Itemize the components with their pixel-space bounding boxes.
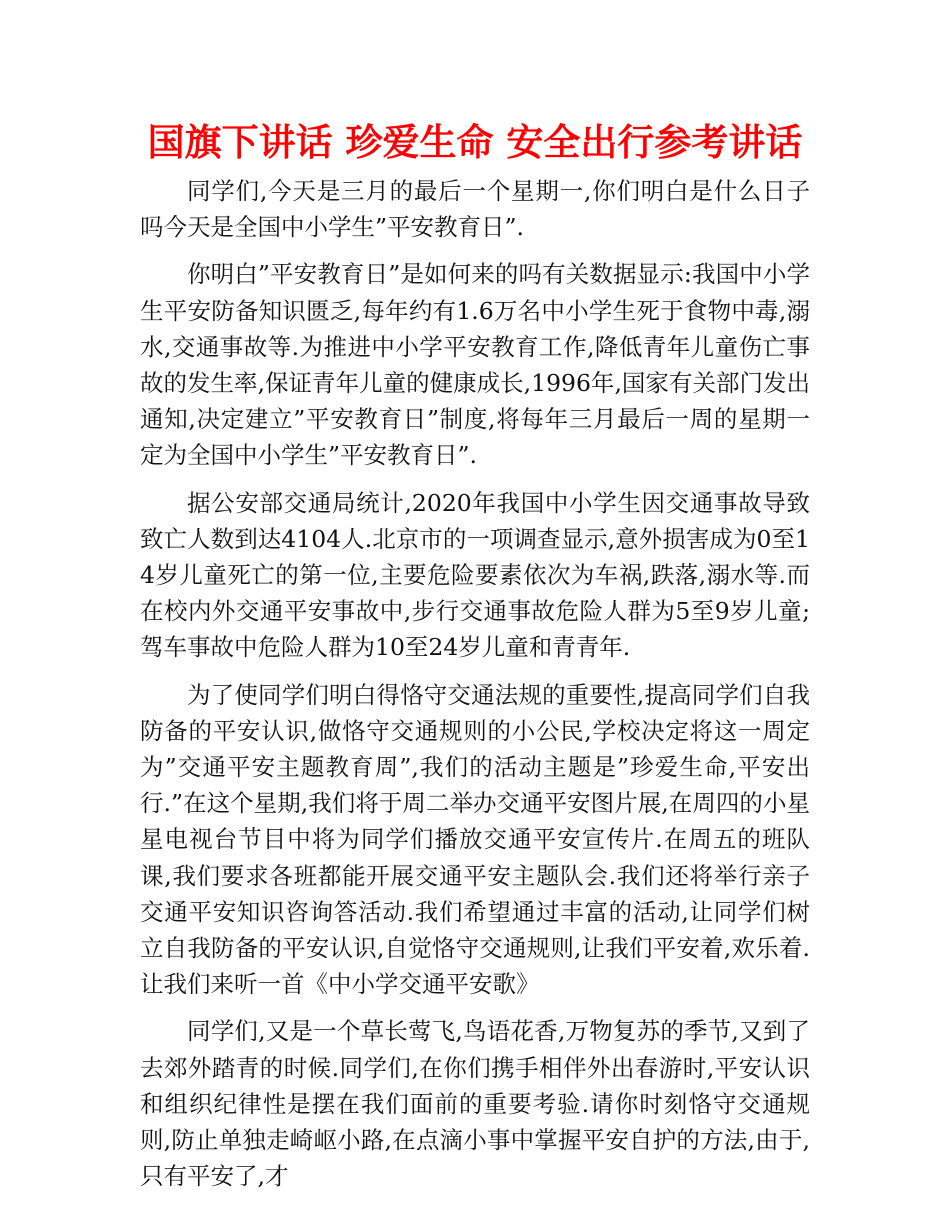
paragraph: 你明白”平安教育日”是如何来的吗有关数据显示:我国中小学生平安防备知识匮乏,每年约有1.6万名中小学生死于食物中毒,溺水,交通事故等.为推进中小学平安教育工作,降低青年儿童伤亡事故的发生率,保证青年儿童的健康成长,1996年,国家有关部门发出通知,决定建立”平安教育日”制度,将每年三月最后一周的星期一定为全国中小学生”平安教育日”. <box>140 260 810 470</box>
document-body <box>140 173 810 1205</box>
paragraph: 同学们,又是一个草长莺飞,鸟语花香,万物复苏的季节,又到了去郊外踏青的时候.同学们,在你们携手相伴外出春游时,平安认识和组织纪律性是摆在我们面前的重要考验.请你时刻恪守交通规则,防止单独走崎岖小路,在点滴小事中掌握平安自护的方法,由于,只有平安了,才 <box>140 1017 810 1191</box>
paragraph: 据公安部交通局统计,2020年我国中小学生因交通事故导致致亡人数到达4104人.北京市的一项调查显示,意外损害成为0至14岁儿童死亡的第一位,主要危险要素依次为车祸,跌落,溺水等.而在校内外交通平安事故中,步行交通事故危险人群为5至9岁儿童;驾车事故中危险人群为10至24岁儿童和青青年. <box>140 488 810 662</box>
document-title: 国旗下讲话 珍爱生命 安全出行参考讲话 <box>147 121 803 164</box>
paragraph: 为了使同学们明白得恪守交通法规的重要性,提高同学们自我防备的平安认识,做恪守交通规则的小公民,学校决定将这一周定为”交通平安主题教育周”,我们的活动主题是”珍爱生命,平安出行.”在这个星期,我们将于周二举办交通平安图片展,在周四的小星星电视台节目中将为同学们播放交通平安宣传片.在周五的班队课,我们要求各班都能开展交通平安主题队会.我们还将举行亲子交通平安知识咨询答活动.我们希望通过丰富的活动,让同学们树立自我防备的平安认识,自觉恪守交通规则,让我们平安着,欢乐着.让我们来听一首《中小学交通平安歌》 <box>140 680 810 999</box>
paragraph: 同学们,今天是三月的最后一个星期一,你们明白是什么日子吗今天是全国中小学生”平安教育日”. <box>140 177 810 242</box>
